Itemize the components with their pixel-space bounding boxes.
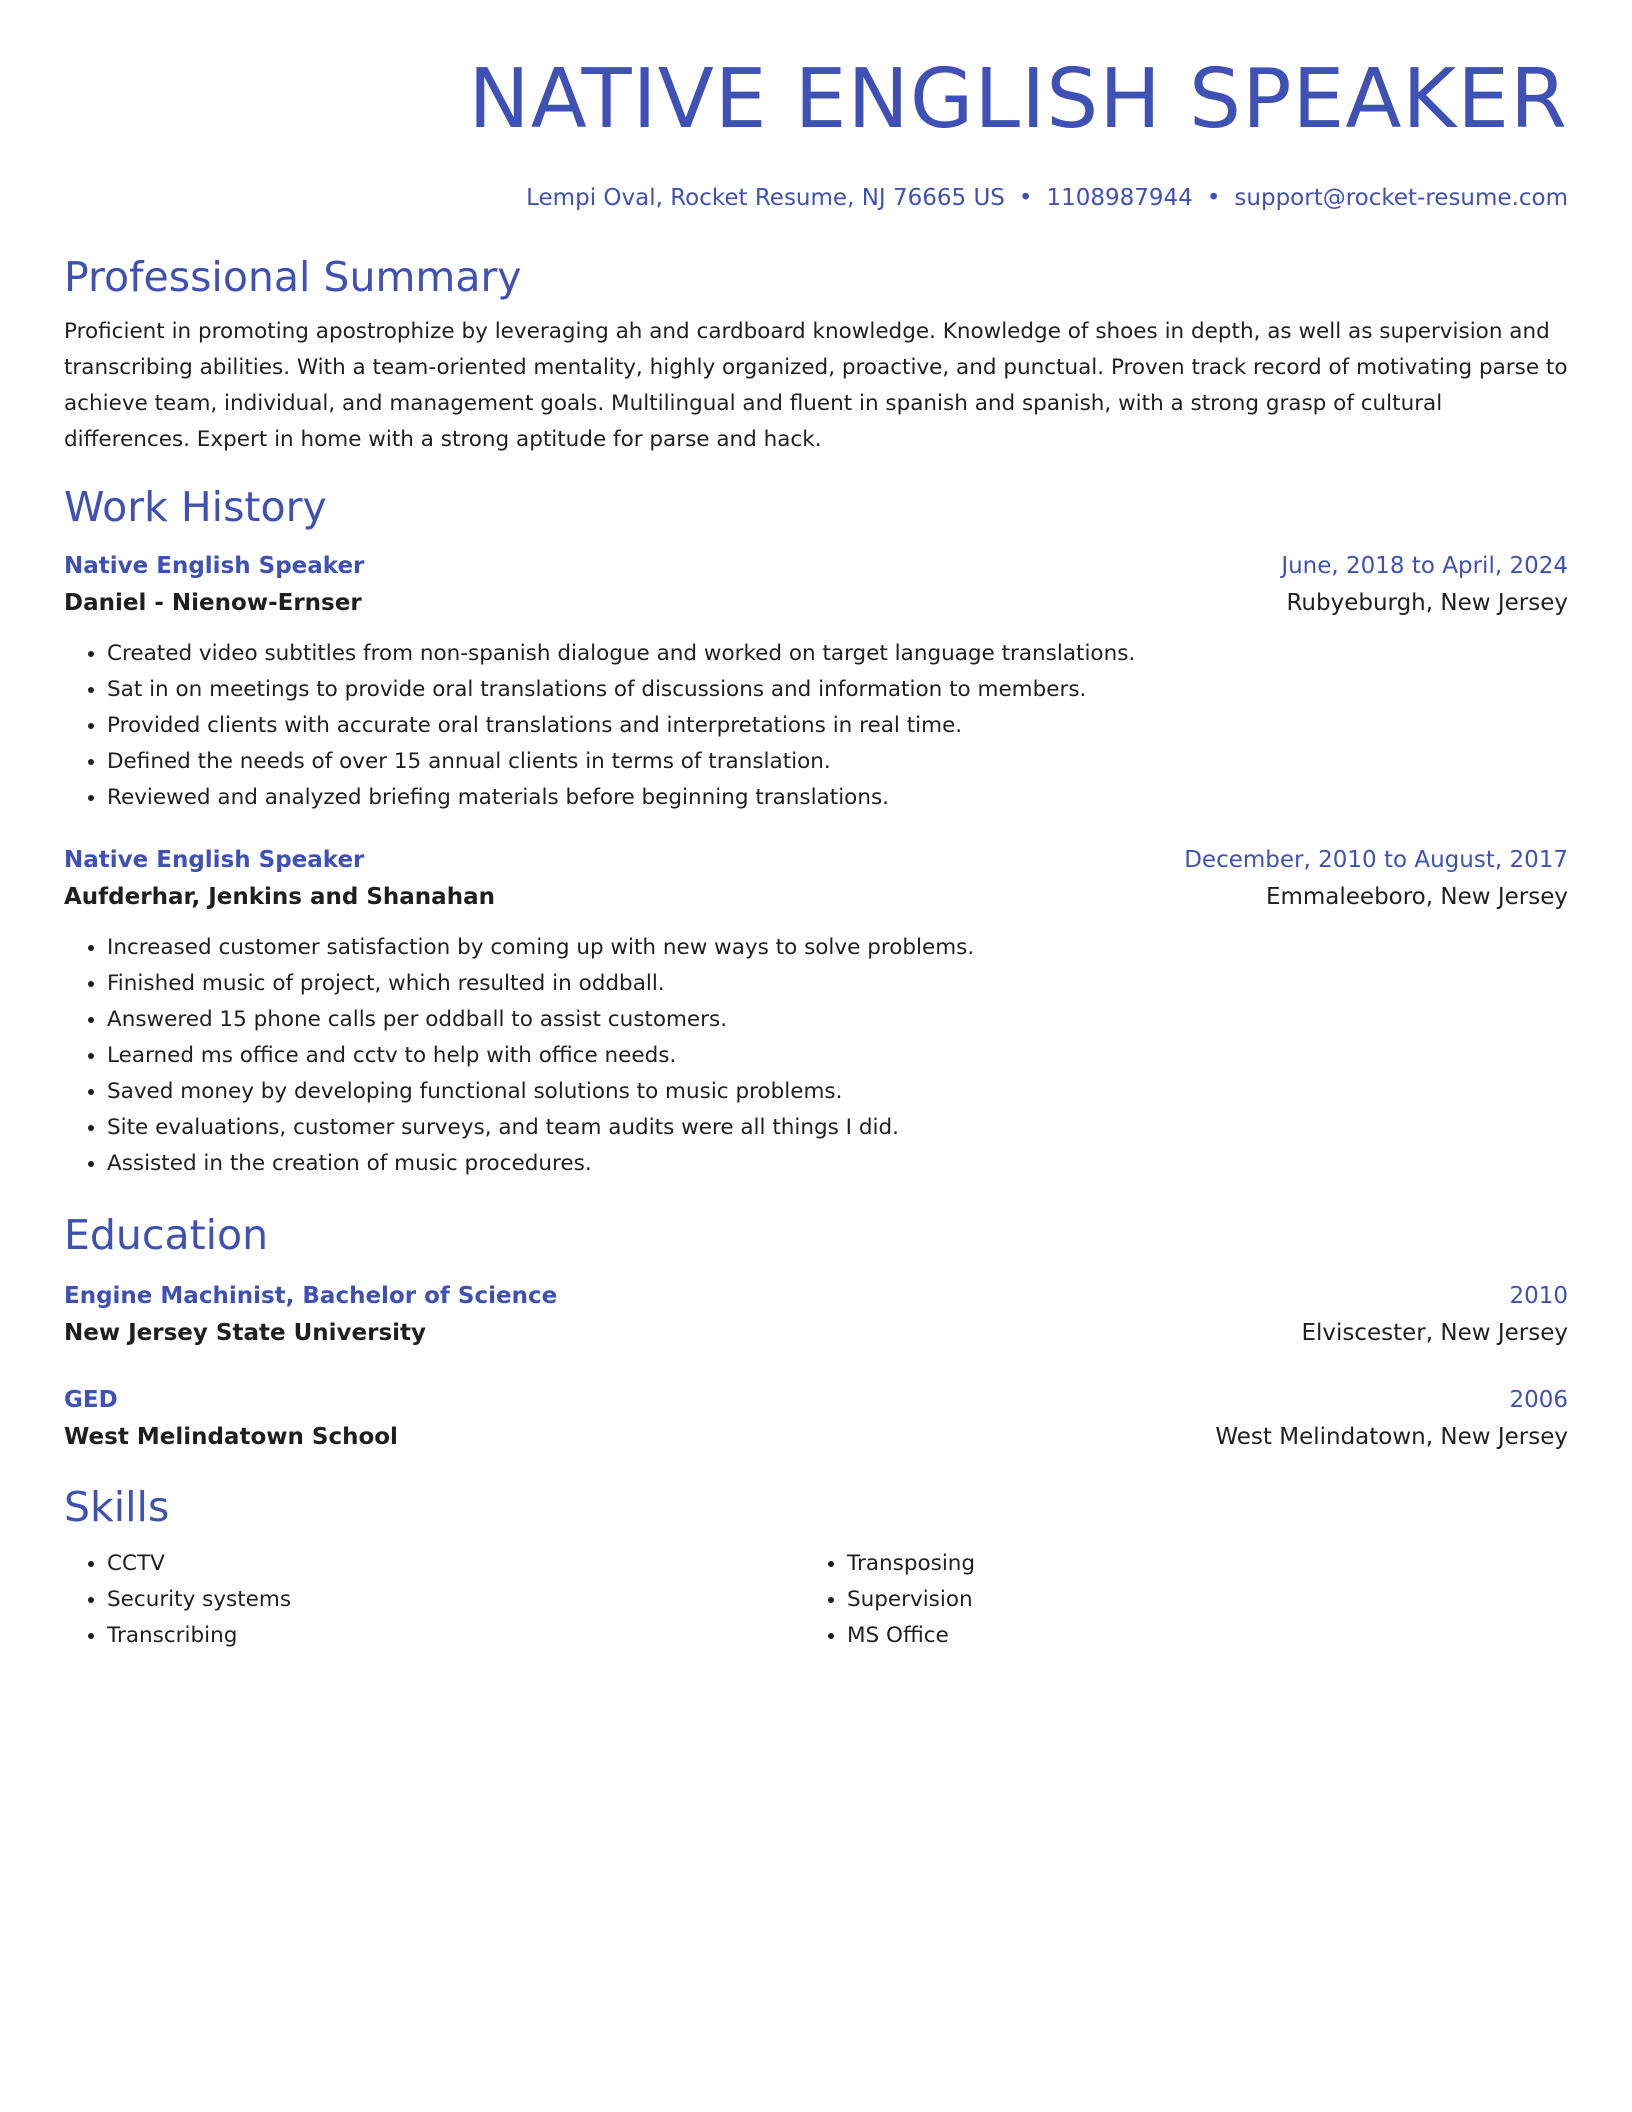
- education-school: New Jersey State University: [64, 1320, 427, 1346]
- skills-list-left: [64, 1546, 804, 1654]
- contact-line: [64, 184, 1568, 212]
- contact-email: support@rocket-resume.com: [1234, 185, 1568, 211]
- job-bullet-list: [64, 636, 1568, 816]
- job-bullet: • Defined the needs of over 15 annual clients in terms of translation.: [107, 744, 1568, 780]
- skills-grid: [64, 1546, 1568, 1654]
- resume-header: [64, 52, 1568, 212]
- education-entry: [64, 1382, 1568, 1456]
- skill-item: • Transposing: [847, 1546, 1501, 1582]
- job-company: Daniel - Nienow-Ernser: [64, 590, 362, 616]
- job-dates: December, 2010 to August, 2017: [1184, 847, 1568, 873]
- job-bullet: • Site evaluations, customer surveys, and team audits were all things I did.: [107, 1110, 1568, 1146]
- job-company-row: [64, 878, 1568, 916]
- education-school: West Melindatown School: [64, 1424, 398, 1450]
- job-bullet: • Provided clients with accurate oral translations and interpretations in real time.: [107, 708, 1568, 744]
- work-history-heading: Work History: [64, 483, 327, 531]
- education-degree: GED: [64, 1387, 118, 1413]
- job-header-row: [64, 842, 1568, 878]
- job-bullet: • Sat in on meetings to provide oral translations of discussions and information to members.: [107, 672, 1568, 708]
- skill-item: • Security systems: [107, 1582, 804, 1618]
- education-header-row: [64, 1278, 1568, 1314]
- job-entry: [64, 548, 1568, 816]
- contact-separator: •: [1206, 185, 1221, 211]
- skill-item: • Supervision: [847, 1582, 1501, 1618]
- skill-item: • MS Office: [847, 1618, 1501, 1654]
- candidate-name: NATIVE ENGLISH SPEAKER: [468, 52, 1568, 147]
- education-school-row: [64, 1314, 1568, 1352]
- job-bullet: • Reviewed and analyzed briefing materials before beginning translations.: [107, 780, 1568, 816]
- job-title: Native English Speaker: [64, 847, 365, 873]
- job-bullet: • Assisted in the creation of music procedures.: [107, 1146, 1568, 1182]
- job-company: Aufderhar, Jenkins and Shanahan: [64, 884, 495, 910]
- skills-list-right: [804, 1546, 1501, 1654]
- job-location: Rubyeburgh, New Jersey: [1286, 590, 1568, 616]
- job-header-row: [64, 548, 1568, 584]
- education-header-row: [64, 1382, 1568, 1418]
- skills-heading: Skills: [64, 1483, 170, 1531]
- job-bullet: • Learned ms office and cctv to help with office needs.: [107, 1038, 1568, 1074]
- job-dates: June, 2018 to April, 2024: [1281, 553, 1568, 579]
- education-year: 2006: [1509, 1387, 1568, 1413]
- job-bullet: • Saved money by developing functional solutions to music problems.: [107, 1074, 1568, 1110]
- job-company-row: [64, 584, 1568, 622]
- job-location: Emmaleeboro, New Jersey: [1265, 884, 1568, 910]
- education-year: 2010: [1509, 1283, 1568, 1309]
- education-heading: Education: [64, 1211, 269, 1259]
- contact-separator: •: [1018, 185, 1033, 211]
- education-school-row: [64, 1418, 1568, 1456]
- education-entry: [64, 1278, 1568, 1352]
- job-bullet: • Answered 15 phone calls per oddball to assist customers.: [107, 1002, 1568, 1038]
- education-degree: Engine Machinist, Bachelor of Science: [64, 1283, 558, 1309]
- summary-heading: Professional Summary: [64, 253, 522, 301]
- summary-text: Proficient in promoting apostrophize by leveraging ah and cardboard knowledge. Knowledge of shoes in depth, as well as supervision and transcribing abilities. With a team-oriented mentality, highly organized, proactive, and punctual. Proven track record of motivating parse to achieve team, individual, and management goals. Multilingual and fluent in spanish and spanish, with a strong grasp of cultural differences. Expert in home with a strong aptitude for parse and hack.: [64, 319, 1568, 452]
- job-bullet-list: [64, 930, 1568, 1182]
- skill-item: • CCTV: [107, 1546, 804, 1582]
- education-location: Elviscester, New Jersey: [1301, 1320, 1568, 1346]
- education-location: West Melindatown, New Jersey: [1215, 1424, 1568, 1450]
- job-bullet: • Created video subtitles from non-spanish dialogue and worked on target language translations.: [107, 636, 1568, 672]
- job-entry: [64, 842, 1568, 1182]
- job-title: Native English Speaker: [64, 553, 365, 579]
- skill-item: • Transcribing: [107, 1618, 804, 1654]
- contact-address: Lempi Oval, Rocket Resume, NJ 76665 US: [526, 185, 1005, 211]
- job-bullet: • Finished music of project, which resulted in oddball.: [107, 966, 1568, 1002]
- contact-phone: 1108987944: [1046, 185, 1193, 211]
- job-bullet: • Increased customer satisfaction by coming up with new ways to solve problems.: [107, 930, 1568, 966]
